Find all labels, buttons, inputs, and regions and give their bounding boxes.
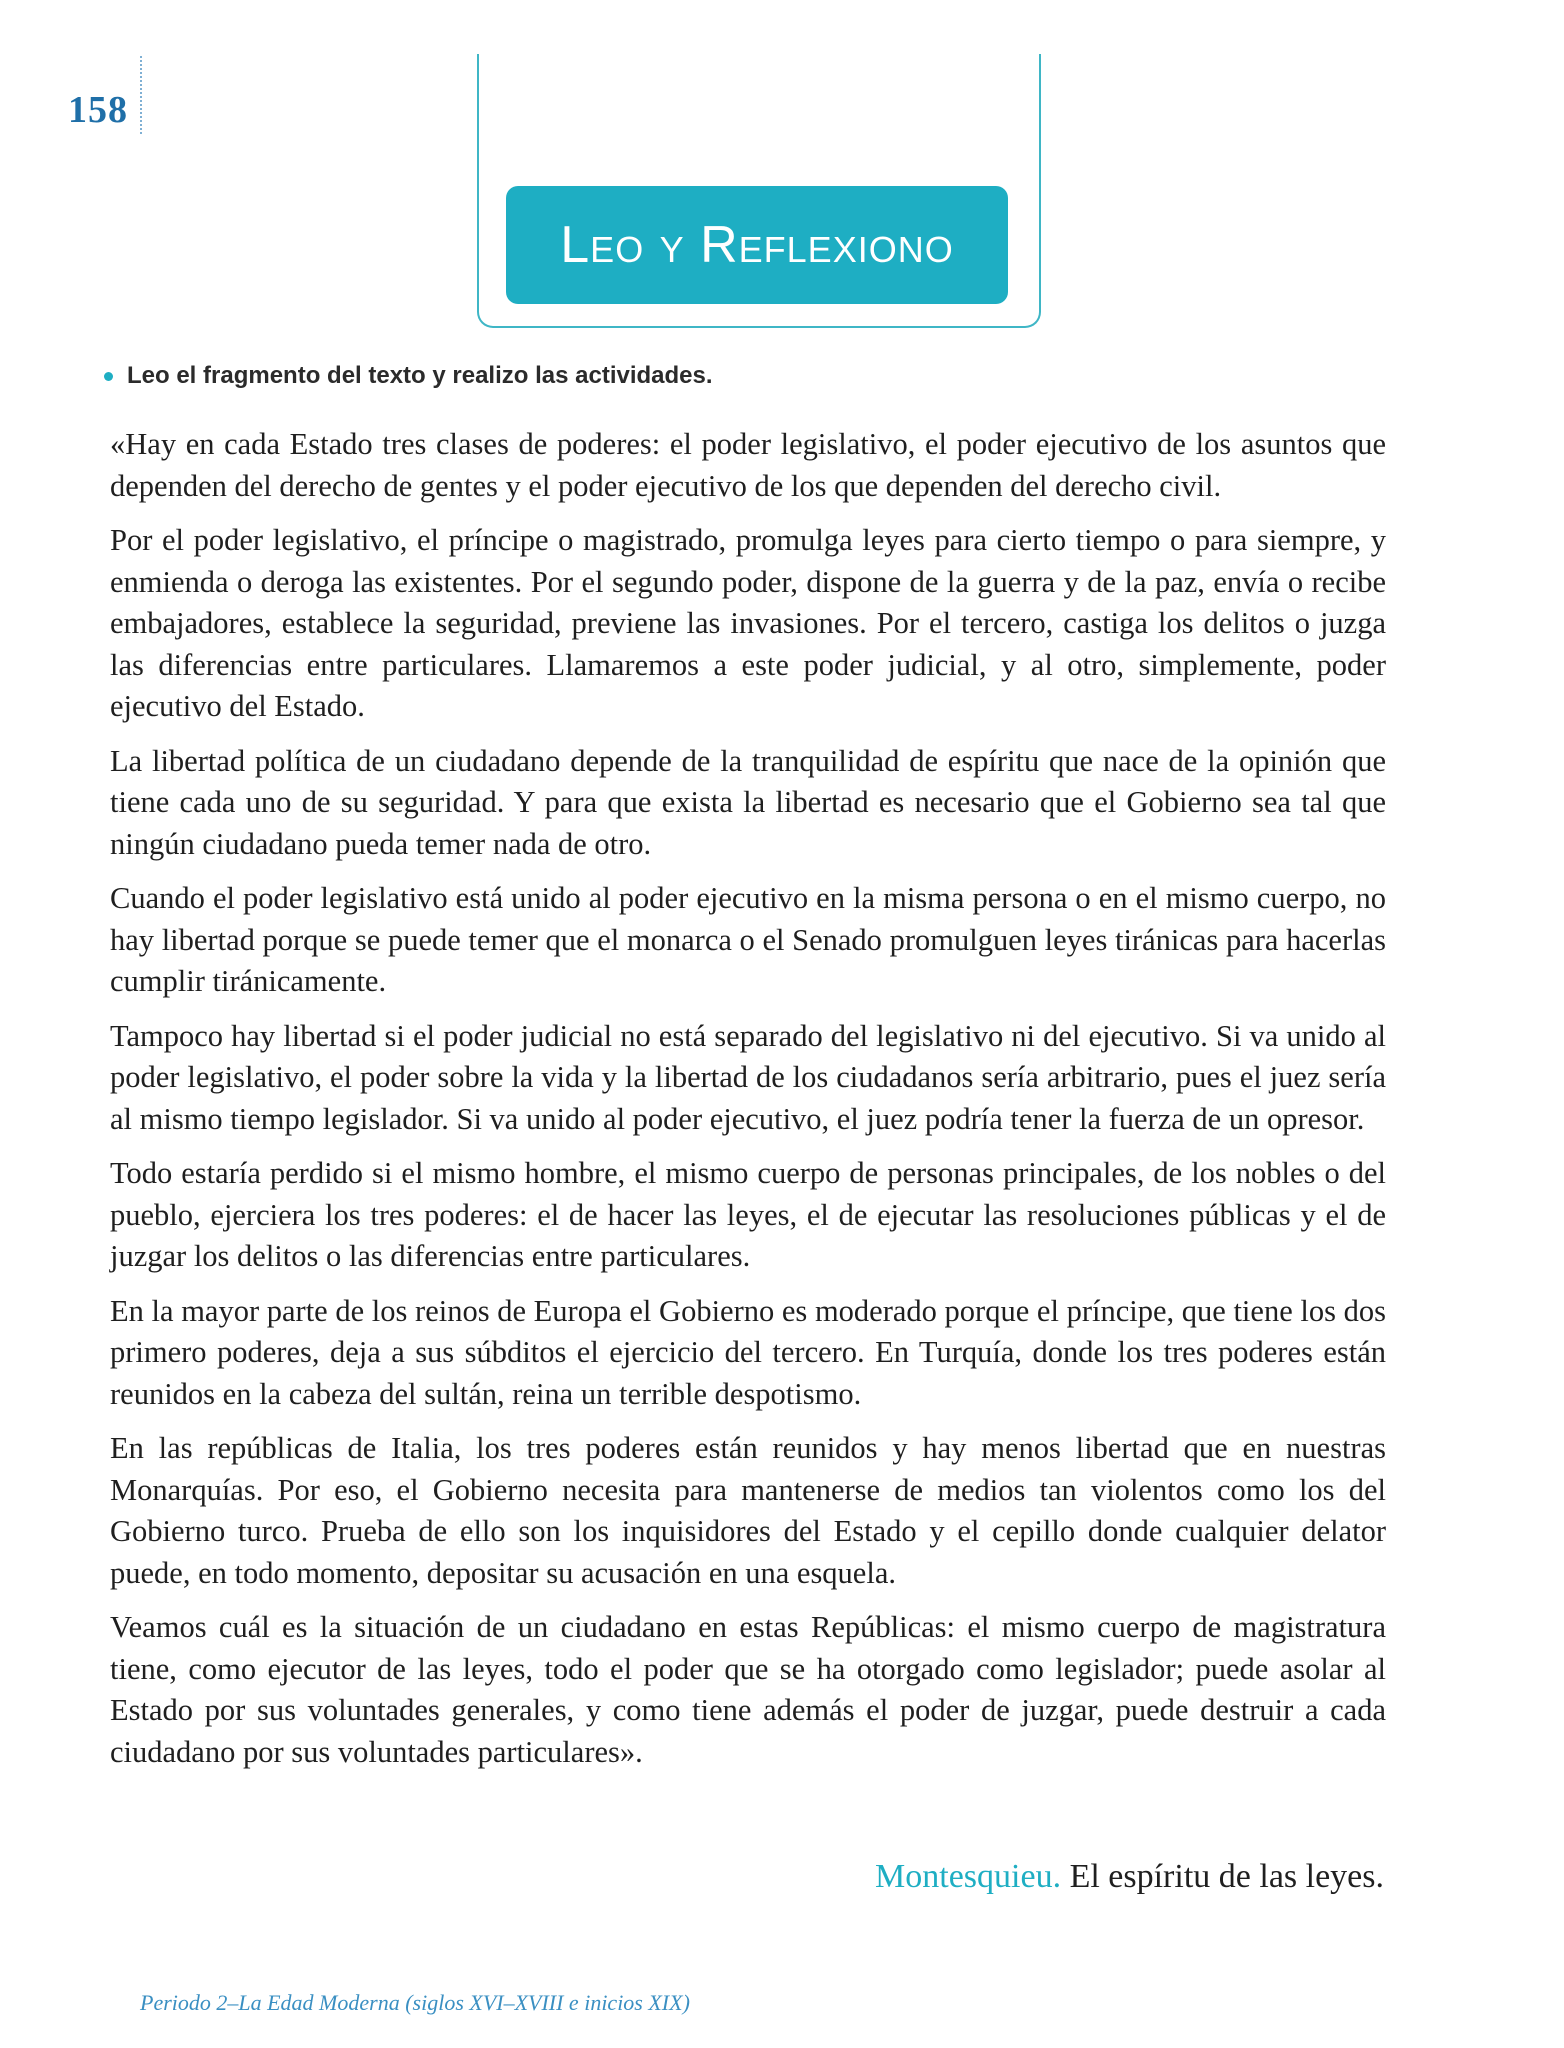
- page-number-divider: [140, 56, 142, 134]
- page-number: 158: [68, 89, 128, 131]
- bullet-icon: [104, 372, 113, 381]
- paragraph: En la mayor parte de los reinos de Europa el Gobierno es moderado porque el príncipe, que tiene los dos primero poderes, deja a sus súbditos el ejercicio del tercero. En Turquía, donde los tres poderes están reunidos en la cabeza del sultán, reina un terrible despotismo.: [110, 1293, 1386, 1411]
- attribution-work: El espíritu de las leyes.: [1069, 1858, 1384, 1895]
- paragraph: Veamos cuál es la situación de un ciudadano en estas Repúblicas: el mismo cuerpo de magistratura tiene, como ejecutor de las leyes, todo el poder que se ha otorgado como legislador; puede asolar al Estado por sus voluntades generales, y como tiene además el poder de juzgar, puede destruir a cada ciudadano por sus voluntades particulares».: [110, 1610, 1386, 1769]
- paragraph: La libertad política de un ciudadano depende de la tranquilidad de espíritu que nace de la opinión que tiene cada uno de su seguridad. Y para que exista la libertad es necesario que el Gobierno sea tal que ningún ciudadano pueda temer nada de otro.: [110, 743, 1386, 861]
- paragraph: Cuando el poder legislativo está unido al poder ejecutivo en la misma persona o en el mismo cuerpo, no hay libertad porque se puede temer que el monarca o el Senado promulguen leyes tiránicas para hacerlas cumplir tiránicamente.: [110, 881, 1386, 998]
- paragraph: Tampoco hay libertad si el poder judicial no está separado del legislativo ni del ejecutivo. Si va unido al poder legislativo, el poder sobre la vida y la libertad de los ciudadanos sería arbitrario, pues el juez sería al mismo tiempo legislador. Si va unido al poder ejecutivo, el juez podría tener la fuerza de un opresor.: [110, 1018, 1386, 1136]
- section-title: Leo y Reflexiono: [506, 186, 1008, 304]
- instruction-text: Leo el fragmento del texto y realizo las actividades.: [127, 362, 713, 389]
- paragraph: «Hay en cada Estado tres clases de poderes: el poder legislativo, el poder ejecutivo de los asuntos que dependen del derecho de gentes y el poder ejecutivo de los que dependen del derecho civil.: [110, 427, 1386, 503]
- paragraph: En las repúblicas de Italia, los tres poderes están reunidos y hay menos libertad que en nuestras Monarquías. Por eso, el Gobierno necesita para mantenerse de medios tan violentos como los del Gobierno turco. Prueba de ello son los inquisidores del Estado y el cepillo donde cualquier delator puede, en todo momento, depositar su acusación en una esquela.: [110, 1431, 1386, 1590]
- attribution-author: Montesquieu.: [875, 1858, 1062, 1895]
- paragraph: Todo estaría perdido si el mismo hombre, el mismo cuerpo de personas principales, de los nobles o del pueblo, ejerciera los tres poderes: el de hacer las leyes, el de ejecutar las resoluciones públicas y el de juzgar los delitos o las diferencias entre particulares.: [110, 1156, 1386, 1273]
- instruction: [104, 362, 1464, 390]
- paragraph: Por el poder legislativo, el príncipe o magistrado, promulga leyes para cierto tiempo o para siempre, y enmienda o deroga las existentes. Por el segundo poder, dispone de la guerra y de la paz, envía o recibe embajadores, establece la seguridad, previene las invasiones. Por el tercero, castiga los delitos o juzga las diferencias entre particulares. Llamaremos a este poder judicial, y al otro, simplemente, poder ejecutivo del Estado.: [110, 523, 1386, 723]
- attribution: [875, 1858, 1384, 1896]
- quote-body: [110, 424, 1386, 1786]
- footer: Periodo 2–La Edad Moderna (siglos XVI–XVIII e inicios XIX): [140, 1990, 690, 2015]
